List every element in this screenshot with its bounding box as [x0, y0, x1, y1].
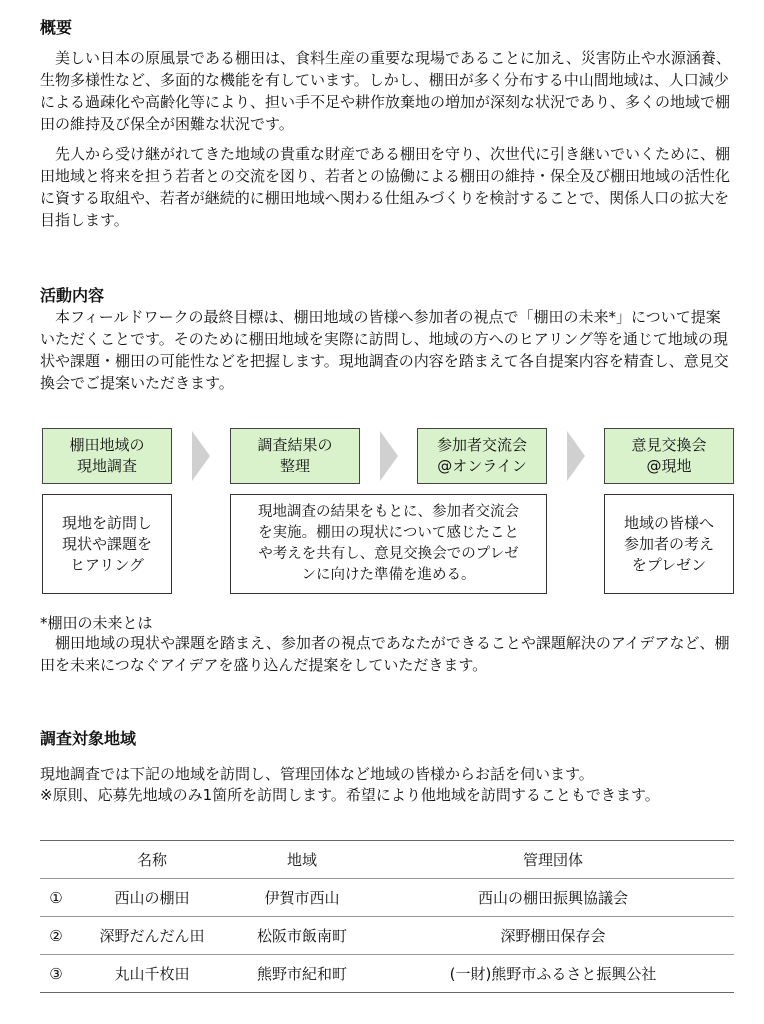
row-org: 深野棚田保存会: [372, 917, 734, 955]
regions-table: [40, 840, 734, 993]
survey-line-1: 現地調査では下記の地域を訪問し、管理団体など地域の皆様からお話を伺います。: [40, 765, 594, 783]
flow-desc-line: や考えを共有し、意見交換会でのプレゼ: [258, 546, 519, 562]
table-header-number: [40, 841, 72, 879]
footnote-body: 棚田地域の現状や課題を踏まえ、参加者の視点であなたができることや課題解決のアイデアなど、棚田を未来につなぐアイデアを盛り込んだ提案をしていただきます。: [40, 634, 730, 674]
flow-step-title-line: 現地調査: [76, 457, 137, 475]
row-number: ②: [40, 917, 72, 955]
flow-desc-line: をプレゼン: [631, 555, 707, 574]
table-row: [40, 917, 734, 955]
flow-desc-line: 現地を訪問し: [61, 513, 152, 532]
flow-step-title-line: @オンライン: [437, 457, 527, 475]
flow-arrow-icon: [567, 431, 585, 481]
flow-step-title-line: 意見交換会: [631, 436, 707, 454]
footnote-title: *棚田の未来とは: [40, 614, 153, 632]
flow-step-organize-results: [230, 428, 360, 484]
flow-desc-field-survey: [42, 494, 172, 594]
survey-heading: 調査対象地域: [40, 729, 137, 748]
row-name: 西山の棚田: [72, 879, 232, 917]
row-name: 深野だんだん田: [72, 917, 232, 955]
row-region: 伊賀市西山: [232, 879, 372, 917]
flow-desc-line: 地域の皆様へ: [623, 513, 714, 532]
table-header-region: 地域: [232, 841, 372, 879]
flow-desc-line: 参加者の考え: [623, 534, 714, 553]
flow-arrow-icon: [192, 431, 210, 481]
flow-desc-line: ンに向けた準備を進める。: [301, 567, 476, 583]
row-number: ①: [40, 879, 72, 917]
flow-desc-organize-results: [230, 494, 547, 594]
row-region: 松阪市飯南町: [232, 917, 372, 955]
flow-desc-line: を実施。棚田の現状について感じたこと: [258, 525, 519, 541]
table-row: [40, 879, 734, 917]
table-header-name: 名称: [72, 841, 232, 879]
flow-step-title-line: 調査結果の: [257, 436, 333, 454]
row-org: 西山の棚田振興協議会: [372, 879, 734, 917]
survey-line-2: ※原則、応募先地域のみ1箇所を訪問します。希望により他地域を訪問することもできます。: [40, 786, 660, 804]
overview-heading: 概要: [40, 18, 73, 37]
flow-step-onsite-exchange: [604, 428, 734, 484]
activity-heading: 活動内容: [40, 286, 105, 305]
flow-step-title-line: @現地: [646, 457, 692, 475]
table-header-row: [40, 841, 734, 879]
flow-step-field-survey: [42, 428, 172, 484]
overview-paragraph-1: 美しい日本の原風景である棚田は、食料生産の重要な現場であることに加え、災害防止や水源涵養、生物多様性など、多面的な機能を有しています。しかし、棚田が多く分布する中山間地域は、人口減少による過疎化や高齢化等により、担い手不足や耕作放棄地の増加が深刻な状況であり、多くの地域で棚田の維持及び保全が困難な状況です。: [40, 49, 731, 133]
row-name: 丸山千枚田: [72, 955, 232, 993]
row-org: (一財)熊野市ふるさと振興公社: [372, 955, 734, 993]
flow-desc-line: 現状や課題を: [61, 534, 152, 553]
flow-step-online-meeting: [417, 428, 547, 484]
flow-step-title-line: 棚田地域の: [69, 436, 145, 454]
activity-paragraph: 本フィールドワークの最終目標は、棚田地域の皆様へ参加者の視点で「棚田の未来*」について提案いただくことです。そのために棚田地域を実際に訪問し、地域の方へのヒアリング等を通じて地域の現状や課題・棚田の可能性などを把握します。現地調査の内容を踏まえて各自提案内容を精査し、意見交換会でご提案いただきます。: [40, 308, 729, 392]
flow-step-title-line: 整理: [279, 457, 310, 475]
overview-paragraph-2: 先人から受け継がれてきた地域の貴重な財産である棚田を守り、次世代に引き継いでいくために、棚田地域と将来を担う若者との交流を図り、若者との協働による棚田の維持・保全及び棚田地域の活性化に資する取組や、若者が継続的に棚田地域へ関わる仕組みづくりを検討することで、関係人口の拡大を目指します。: [40, 145, 731, 229]
flow-step-title-line: 参加者交流会: [436, 436, 527, 454]
row-number: ③: [40, 955, 72, 993]
row-region: 熊野市紀和町: [232, 955, 372, 993]
table-row: [40, 955, 734, 993]
flow-desc-line: ヒアリング: [69, 555, 145, 574]
flow-desc-onsite-exchange: [604, 494, 734, 594]
table-header-org: 管理団体: [372, 841, 734, 879]
flow-desc-line: 現地調査の結果をもとに、参加者交流会: [258, 504, 519, 520]
flow-arrow-icon: [380, 431, 398, 481]
